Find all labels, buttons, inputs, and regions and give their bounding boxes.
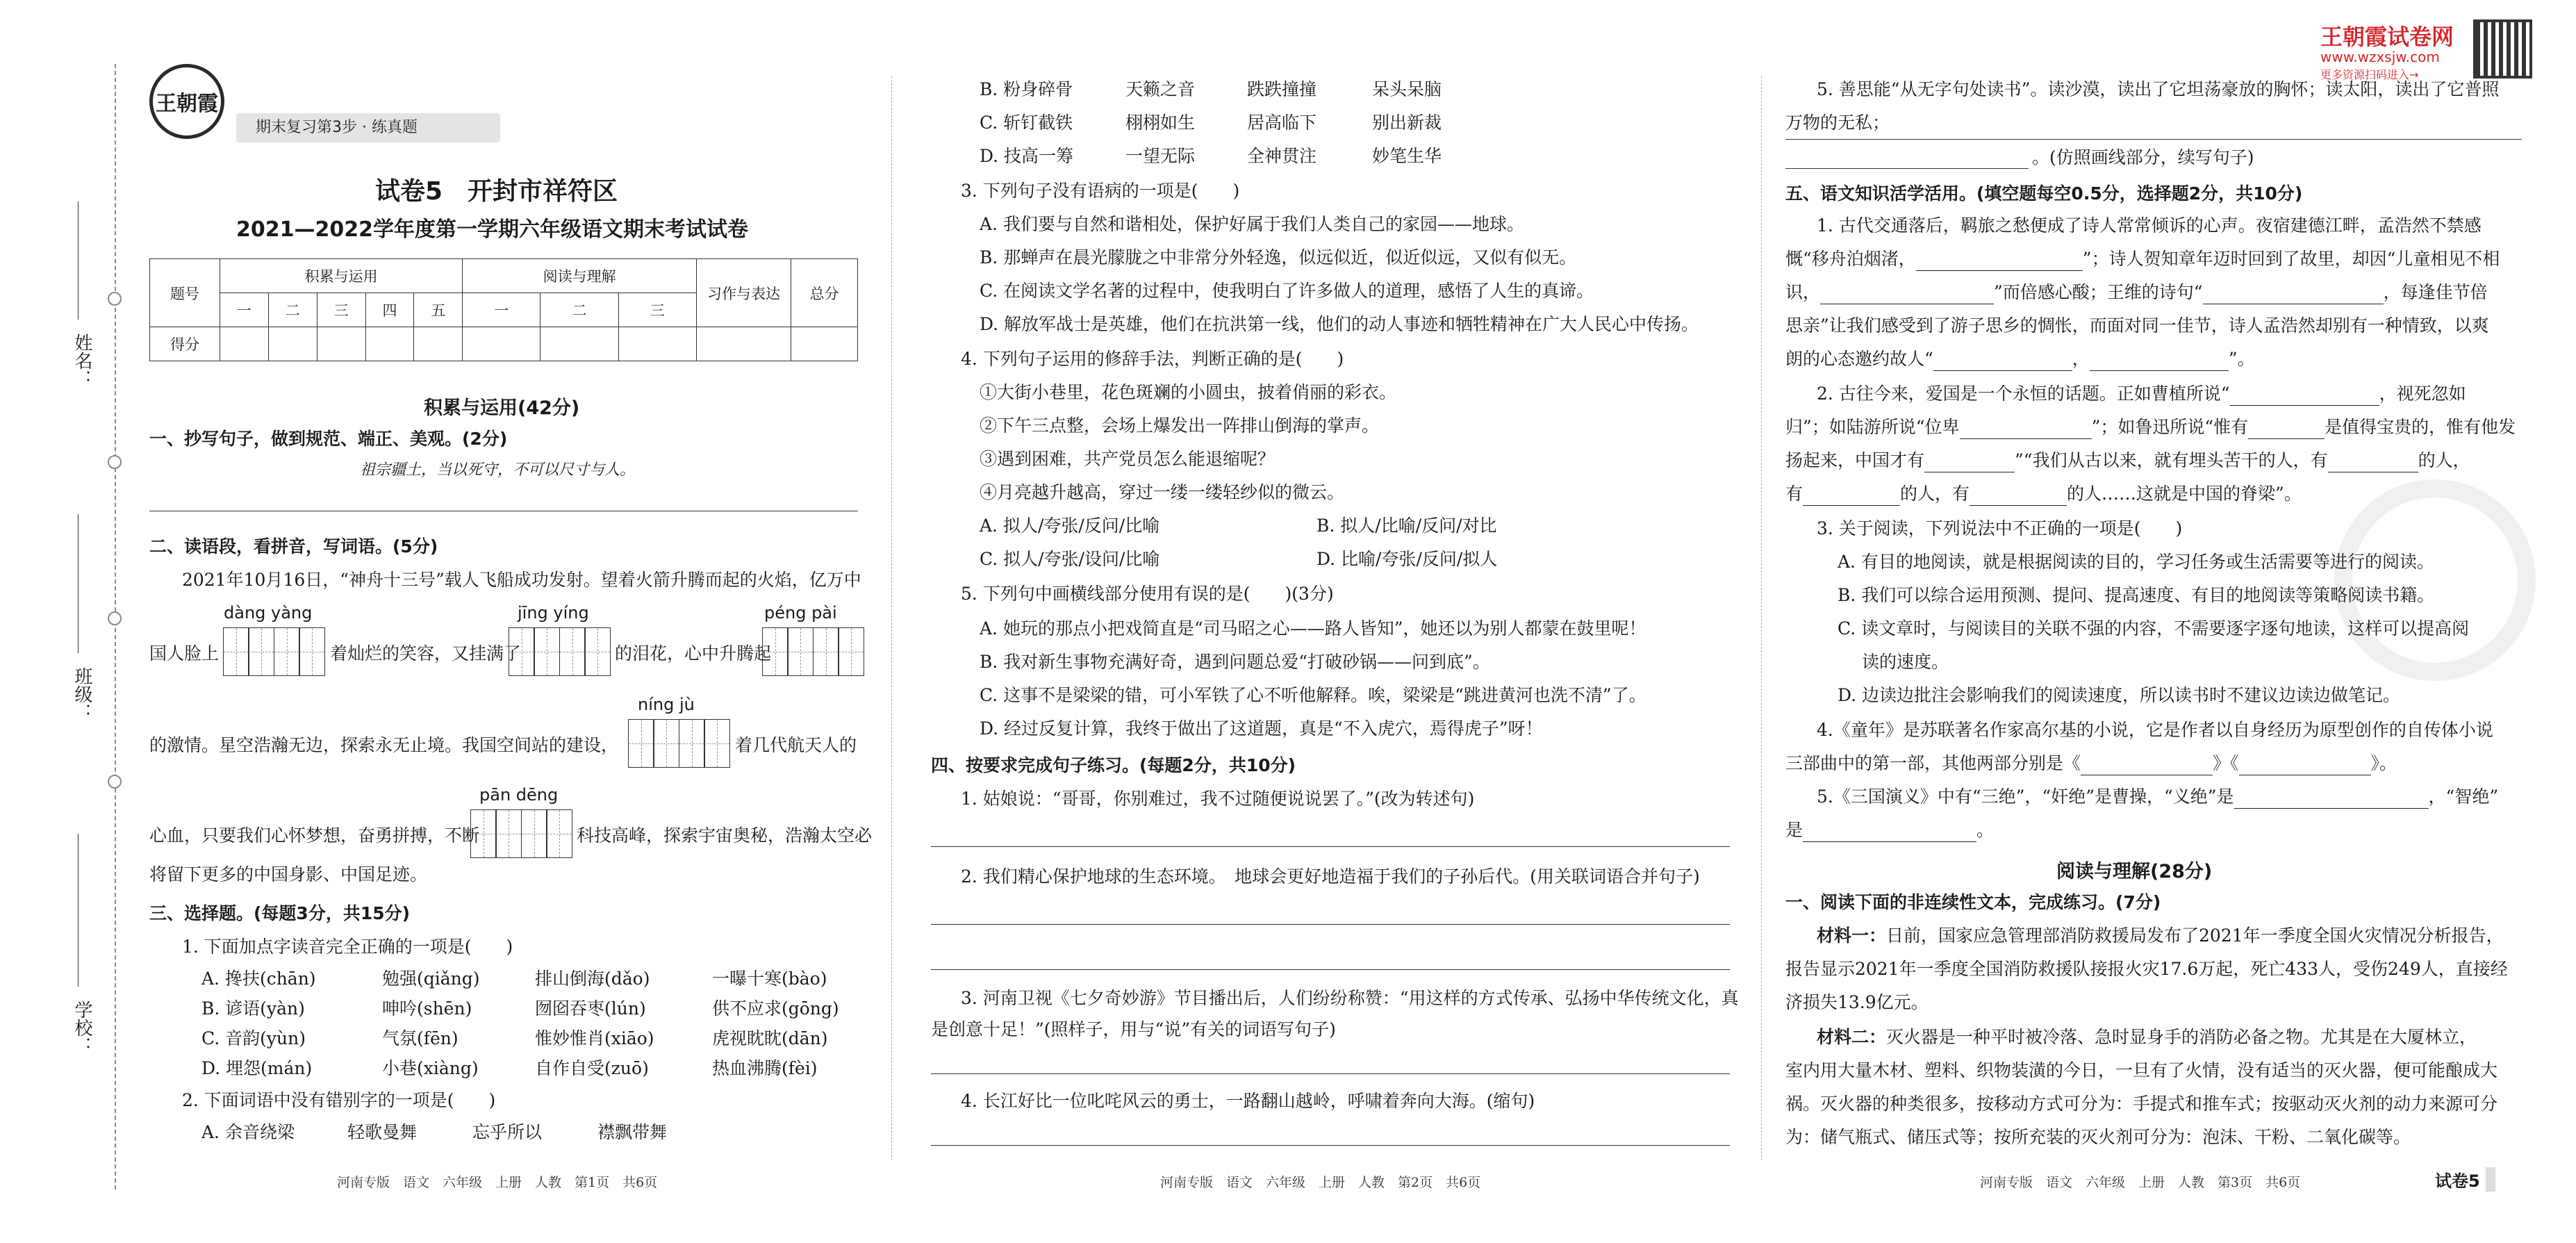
option: 囫囵吞枣(lún) [535,998,646,1019]
option[interactable]: D. 边读边批注会影响我们的阅读速度，所以读书时不建议边读边做笔记。 [1838,685,2401,705]
option[interactable]: C. 音韵(yùn) [201,1028,306,1048]
option[interactable]: C. 这事不是梁梁的错，可小军铁了心不听他解释。唉，梁梁是“跳进黄河也洗不清”了。 [980,685,1646,705]
q3-4-item: ③遇到困难，共产党员怎么能退缩呢？ [980,449,1275,469]
q5-2a [1817,382,2466,406]
text: 2. 古往今来，爱国是一个永恒的话题。正如曹植所说“ [1817,384,2230,404]
q4-2: 2. 我们精心保护地球的生态环境。 地球会更好地造福于我们的子孙后代。(用关联词语合并句子) [961,866,1700,887]
score-sub: 二 [268,293,317,327]
name-label: 姓名： [72,334,92,388]
q5-1e: 朗的心态邀约故人“ ， ”。 [1785,347,2255,371]
paper-subtitle: 2021—2022学年度第一学期六年级语文期末考试试卷 [236,217,748,242]
page-divider [891,76,892,1160]
option: 供不应求(gōng) [712,998,839,1019]
score-table [149,258,858,361]
q2-line-4b: 科技高峰，探索宇宙奥秘，浩瀚太空必 [577,825,873,846]
section-heading-1: 积累与运用(42分) [424,397,580,419]
option: 襟飘带舞 [597,1122,668,1142]
score-cell[interactable] [463,327,540,361]
q2-line-1: 2021年10月16日，“神舟十三号”载人飞船成功发射。望着火箭升腾而起的火焰，亿万中 [182,570,861,590]
answer-line[interactable] [931,924,1730,925]
fill-blank[interactable] [2203,286,2384,304]
answer-line[interactable] [931,1073,1730,1074]
q3-4-item: ①大街小巷里，花色斑斓的小圆虫，披着俏丽的彩衣。 [980,382,1397,402]
option: 惟妙惟肖(xiāo) [535,1028,654,1048]
text: 三部曲中的第一部，其他两部分别是《 [1785,753,2081,773]
text: 的人……这就是中国的脊梁”。 [2067,484,2302,504]
score-cell[interactable] [317,327,365,361]
option: 轻歌曼舞 [347,1122,418,1142]
option-cont: 读的速度。 [1862,652,1949,672]
text: 是值得宝贵的，惟有他发 [2325,417,2516,437]
option: 呆头呆脑 [1372,79,1442,99]
q5-2d [1785,482,2302,506]
option: 一曝十寒(bào) [712,969,827,989]
pinyin-box-2[interactable] [509,627,611,676]
text: ，视死忽如 [2379,384,2466,404]
score-sub: 三 [618,293,696,327]
material-label: 材料二： [1817,1027,1887,1047]
option[interactable]: D. 解放军战士是英雄，他们在抗洪第一线，他们的动人事迹和牺牲精神在广大人民心中传扬。 [980,314,1699,334]
school-label: 学校： [72,1001,92,1055]
paper-title: 试卷5 开封市祥符区 [375,177,618,206]
text: 扬起来，中国才有 [1785,450,1925,470]
binding-hole [108,611,122,625]
q3-1: 1. 下面加点字读音完全正确的一项是( ) [182,937,513,957]
site-name: 王朝霞试卷网 [2320,24,2454,50]
score-header-tihao: 题号 [150,259,220,327]
option[interactable]: B. 我对新生事物充满好奇，遇到问题总爱“打破砂锅——问到底”。 [980,652,1490,672]
text: 》。 [2370,753,2397,773]
option: 天籁之音 [1125,79,1196,99]
option[interactable]: D. 埋怨(mán) [201,1058,313,1078]
brand-logo [149,64,224,139]
q5-1d: 思亲”让我们感受到了游子思乡的惆怅，而面对同一佳节，诗人孟浩然却别有一种情致，以爽 [1785,315,2489,336]
q4-5c: 。(仿照画线部分，续写句子) [2032,147,2254,167]
banner-text: 期末复习第3步 · 练真题 [256,119,418,136]
text: 识， [1785,282,1821,302]
q2-line-3a: 的激情。星空浩瀚无边，探索永无止境。我国空间站的建设， [149,735,619,755]
pinyin-4: níng jù [638,695,695,714]
option[interactable]: A. 余音绕梁 [201,1122,295,1142]
score-cell[interactable] [365,327,414,361]
binding-line [115,64,116,1190]
qr-code-icon[interactable] [2473,19,2532,79]
q2-line-5: 将留下更多的中国身影、中国足迹。 [149,864,428,884]
text: ”“我们从古以来，就有埋头苦干的人，有 [2015,450,2328,470]
binding-hole [108,455,122,469]
option: 虎视眈眈(dān) [712,1028,828,1048]
q5-1a: 1. 古代交通落后，羁旅之愁便成了诗人常常倾诉的心声。夜宿建德江畔，孟浩然不禁感 [1817,215,2482,236]
option: 小巷(xiàng) [382,1058,479,1078]
option: 排山倒海(dǎo) [535,969,650,989]
answer-line[interactable] [931,969,1730,970]
text: 慨“移舟泊烟渚， [1785,249,1916,269]
text: ，“智绝” [2428,787,2499,807]
q4-4: 4. 长江好比一位叱咤风云的勇士，一路翻山越岭，呼啸着奔向大海。(缩句) [961,1091,1535,1111]
page-divider [1761,76,1762,1160]
q5-2b [1785,415,2516,439]
option: 热血沸腾(fèi) [712,1058,818,1078]
review-banner [236,113,500,142]
option[interactable]: D. 技高一筹 [980,146,1074,166]
option[interactable]: C. 斩钉截铁 [980,113,1073,133]
score-sub: 一 [463,293,540,327]
text: ”；诗人贺知章年迈时回到了故里，却因“儿童相见不相 [2082,249,2500,269]
fill-blank[interactable] [1924,454,2015,472]
site-url[interactable]: www.wzxsjw.com [2320,49,2440,65]
m2-line-2: 室内用大量木材、塑料、织物装潢的今日，一旦有了火情，没有适当的灭火器，便可能酿成大 [1785,1060,2498,1080]
score-cell[interactable] [697,327,791,361]
score-cell[interactable] [268,327,317,361]
q4-5a: 5. 善思能“从无字句处读书”。读沙漠，读出了它坦荡豪放的胸怀；读太阳，读出了它普照 [1817,79,2500,99]
q5-title: 五、语文知识活学活用。(填空题每空0.5分，选择题2分，共10分) [1785,183,2303,204]
score-group-2: 阅读与理解 [463,259,697,293]
text: ”。 [2228,349,2255,369]
answer-line[interactable] [1785,168,2029,169]
option[interactable]: C. 拟人/夸张/设问/比喻 [980,549,1160,569]
fill-blank[interactable] [1820,286,1994,304]
score-sub: 一 [220,293,269,327]
option[interactable]: B. 拟人/比喻/反问/对比 [1316,516,1497,536]
fill-blank[interactable] [1960,420,2092,439]
q2-line-3b: 着几代航天人的 [735,735,857,755]
option[interactable]: B. 那蝉声在晨光朦胧之中非常分外轻逸，似远似近，似近似远，又似有似无。 [980,247,1577,267]
q1-text: 祖宗疆土，当以死守，不可以尺寸与人。 [360,461,636,479]
score-header-total: 总分 [791,259,858,327]
pinyin-box-4[interactable] [629,719,730,768]
text: ”；如鲁迅所说“惟有 [2091,417,2249,437]
score-sub: 三 [317,293,365,327]
material-label: 材料一： [1817,925,1887,946]
text: 日前，国家应急管理部消防救援局发布了2021年一季度全国火灾情况分析报告， [1886,925,2504,946]
class-label: 班级： [72,667,92,721]
text: ，每逢佳节倍 [2383,282,2488,302]
q3-4: 4. 下列句子运用的修辞手法，判断正确的是( ) [961,349,1344,369]
watermark-seal-icon [2334,479,2536,681]
option[interactable]: A. 她玩的那点小把戏简直是“司马昭之心——路人皆知”，她还以为别人都蒙在鼓里呢！ [980,618,1646,639]
r1-title: 一、阅读下面的非连续性文本，完成练习。(7分) [1785,892,2161,912]
fill-blank[interactable] [2081,757,2213,775]
score-row-label: 得分 [150,327,220,361]
q2-line-4a: 心血，只要我们心怀梦想，奋勇拼搏，不断 [149,825,480,846]
score-sub: 四 [365,293,414,327]
q5-5b [1785,818,1994,842]
q4-1: 1. 姑娘说：“哥哥，你别难过，我不过随便说说罢了。”(改为转述句) [961,789,1475,809]
option[interactable]: A. 搀扶(chān) [201,969,316,989]
class-blank[interactable] [78,514,79,653]
logo-text: 王朝霞 [156,92,218,116]
score-cell[interactable] [618,327,696,361]
option: 气氛(fēn) [382,1028,459,1048]
fill-blank[interactable] [1916,252,2083,271]
option[interactable]: D. 经过反复计算，我终于做出了这道题，真是“不入虎穴，焉得虎子”呀！ [980,718,1543,739]
pinyin-1: dàng yàng [224,603,313,623]
q4-5b: 万物的无私； [1785,113,1890,133]
pinyin-box-5[interactable] [471,809,572,858]
option: 妙笔生华 [1372,146,1442,166]
text: 》《 [2213,753,2239,773]
option[interactable]: C. 在阅读文学名著的过程中，使我明白了许多做人的道理，感悟了人生的真谛。 [980,281,1594,301]
fill-blank[interactable] [2230,387,2379,406]
option[interactable]: A. 我们要与自然和谐相处，保护好属于我们人类自己的家园——地球。 [980,214,1524,234]
m2-line-3: 祸。灭火器的种类很多，按移动方式可分为：手提式和推车式；按驱动灭火剂的动力来源可分 [1785,1094,2498,1114]
option[interactable]: A. 拟人/夸张/反问/比喻 [980,516,1160,536]
binding-hole [108,292,122,306]
option: 栩栩如生 [1125,113,1196,133]
fill-blank[interactable] [2234,790,2429,809]
text: 是 [1785,820,1803,840]
text: 的人，有 [1900,484,1970,504]
q2-title: 二、读语段，看拼音，写词语。(5分) [149,536,438,557]
option: 自作自受(zuō) [535,1058,649,1078]
q1-title: 一、抄写句子，做到规范、端正、美观。(2分) [149,429,508,449]
q3-5: 5. 下列句中画横线部分使用有误的是( )(3分) [961,584,1334,604]
q5-4a: 4.《童年》是苏联著名作家高尔基的小说，它是作者以自身经历为原型创作的自传体小说 [1817,720,2493,740]
text: ”而倍感心酸；王维的诗句“ [1994,282,2203,302]
m2-line-1 [1817,1026,2477,1049]
q5-3: 3. 关于阅读，下列说法中不正确的一项是( ) [1817,518,2183,538]
m1-line-3: 济损失13.9亿元。 [1785,992,1929,1012]
q3-2: 2. 下面词语中没有错别字的一项是( ) [182,1090,496,1110]
option: 跌跌撞撞 [1247,79,1317,99]
q3-title: 三、选择题。(每题3分，共15分) [149,903,411,923]
text: 归”；如陆游所说“位卑 [1785,417,1960,437]
score-cell[interactable] [220,327,269,361]
fill-blank[interactable] [1970,487,2067,506]
q5-4b [1785,752,2397,775]
paper-tag: 试卷5 [2435,1167,2495,1192]
option[interactable]: B. 谚语(yàn) [201,998,305,1019]
q4-3b: 是创意十足！”(照样子，用与“说”有关的词语写句子) [931,1019,1336,1039]
m2-line-4: 为：储气瓶式、储压式等；按所充装的灭火剂可分为：泡沫、干粉、二氧化碳等。 [1785,1127,2411,1147]
q3-4-item: ②下午三点整，会场上爆发出一阵排山倒海的掌声。 [980,415,1380,436]
q5-1b [1785,247,2500,271]
score-cell[interactable] [791,327,858,361]
score-sub: 五 [414,293,463,327]
section-heading-2: 阅读与理解(28分) [2056,861,2213,882]
fill-blank[interactable] [2328,454,2418,472]
page-footer-1: 河南专版 语文 六年级 上册 人教 第1页 共6页 [337,1175,658,1190]
q3-3: 3. 下列句子没有语病的一项是( ) [961,181,1240,201]
option: 别出新裁 [1372,113,1442,133]
score-cell[interactable] [540,327,618,361]
page-footer-2: 河南专版 语文 六年级 上册 人教 第2页 共6页 [1160,1175,1481,1190]
text: 有 [1785,484,1803,504]
option[interactable]: C. 读文章时，与阅读目的关联不强的内容，不需要逐字逐句地读，这样可以提高阅 [1838,618,2470,639]
fill-blank[interactable] [1933,352,2072,371]
fill-blank[interactable] [1803,487,1900,506]
option: 全神贯注 [1247,146,1317,166]
score-group-1: 积累与运用 [220,259,463,293]
q3-4-item: ④月亮越升越高，穿过一缕一缕轻纱似的微云。 [980,482,1345,502]
school-blank[interactable] [78,834,79,987]
q4-3a: 3. 河南卫视《七夕奇妙游》节目播出后，人们纷纷称赞：“用这样的方式传承、弘扬中华传统文化，真 [961,988,1739,1008]
option: 一望无际 [1125,146,1196,166]
answer-line[interactable] [1785,139,2522,140]
pinyin-box-3[interactable] [763,627,864,676]
q2-line-2c: 的泪花，心中升腾起 [615,643,772,664]
binding-hole [108,775,122,789]
pinyin-5: pān dēng [479,785,559,805]
option: 勉强(qiǎng) [382,969,480,989]
q5-2c [1785,449,2470,472]
q5-5 [1817,785,2498,809]
score-cell[interactable] [414,327,463,361]
pinyin-box-1[interactable] [224,627,325,676]
pinyin-3: péng pài [764,603,837,623]
option: 居高临下 [1247,113,1317,133]
fill-blank[interactable] [2090,352,2229,371]
fill-blank[interactable] [2248,420,2325,439]
m1-line-1 [1817,924,2504,948]
text: 。 [1976,820,1995,840]
q5-1c [1785,281,2488,304]
m1-line-2: 报告显示2021年一季度全国消防救援队接报火灾17.6万起，死亡433人，受伤249人，直接经 [1785,959,2508,979]
answer-line[interactable] [931,1145,1730,1146]
fill-blank[interactable] [2239,757,2371,775]
text: 灭火器是一种平时被冷落、急时显身手的消防必备之物。尤其是在大厦林立， [1886,1027,2477,1047]
q2-line-2b: 着灿烂的笑容，又挂满了 [330,643,522,664]
page-footer-3: 河南专版 语文 六年级 上册 人教 第3页 共6页 [1980,1175,2301,1190]
q2-line-2a: 国人脸上 [149,643,220,664]
text: 的人， [2418,450,2470,470]
pinyin-2: jīng yíng [518,603,589,623]
fill-blank[interactable] [1803,823,1976,842]
option[interactable]: D. 比喻/夸张/反问/拟人 [1316,549,1498,569]
site-slogan: 更多资源扫码进入→ [2320,68,2419,81]
option[interactable]: B. 粉身碎骨 [980,79,1073,99]
text: 朗的心态邀约故人“ [1785,349,1933,369]
q4-title: 四、按要求完成句子练习。(每题2分，共10分) [931,755,1296,775]
text: 5.《三国演义》中有“三绝”，“奸绝”是曹操，“义绝”是 [1817,787,2234,807]
option: 忘乎所以 [472,1122,543,1142]
option[interactable]: B. 我们可以综合运用预测、提问、提高速度、有目的地阅读等策略阅读书籍。 [1838,585,2435,605]
name-blank[interactable] [78,201,79,320]
option: 呻吟(shēn) [382,998,472,1019]
score-header-writing: 习作与表达 [697,259,791,327]
option[interactable]: A. 有目的地阅读，就是根据阅读的目的，学习任务或生活需要等进行的阅读。 [1838,552,2434,572]
answer-line[interactable] [931,846,1730,847]
score-sub: 二 [540,293,618,327]
